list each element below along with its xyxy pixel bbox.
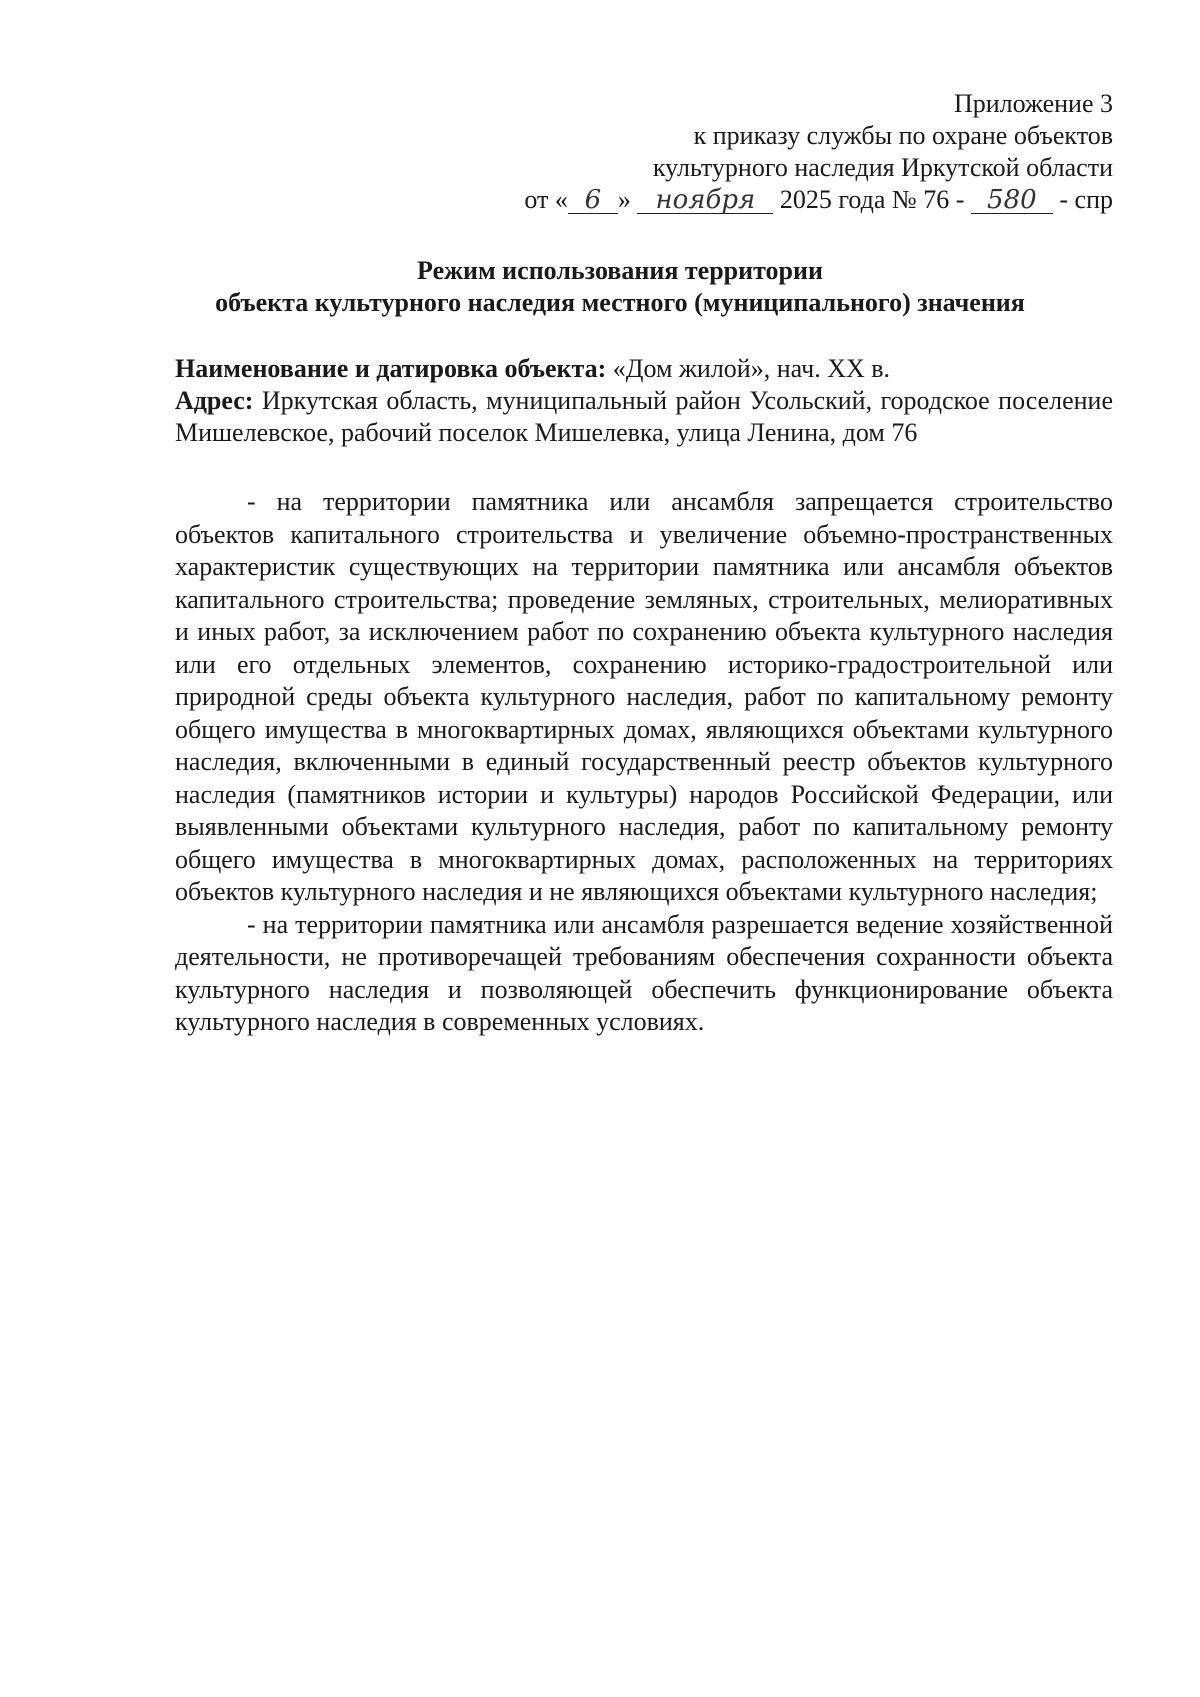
appendix-authority: культурного наследия Иркутской области bbox=[652, 153, 1113, 182]
date-mid: » bbox=[617, 185, 631, 214]
object-name-value: «Дом жилой», нач. XX в. bbox=[612, 354, 891, 383]
object-name-label: Наименование и датировка объекта: bbox=[175, 354, 607, 383]
handwritten-day: 6 bbox=[568, 187, 618, 214]
handwritten-order-number: 580 bbox=[971, 187, 1053, 214]
document-title bbox=[120, 255, 1120, 319]
object-address bbox=[175, 385, 1113, 449]
object-address-value: Иркутская область, муниципальный район Усольский, городское поселение Мишелевское, рабочий поселок Мишелевка, улица Ленина, дом 76 bbox=[175, 386, 1113, 447]
appendix-order-ref: к приказу службы по охране объектов bbox=[693, 121, 1113, 150]
title-line-1: Режим использования территории bbox=[417, 256, 823, 285]
appendix-header bbox=[524, 88, 1113, 216]
order-suffix: - спр bbox=[1059, 185, 1113, 214]
year-and-number-prefix: 2025 года № 76 - bbox=[779, 185, 965, 214]
title-line-2: объекта культурного наследия местного (муниципального) значения bbox=[215, 288, 1025, 317]
regime-prohibition-paragraph: - на территории памятника или ансамбля запрещается строительство объектов капитального строительства и увеличение объемно-пространственных характеристик существующих на территории памятника или ансамбля объектов капитального строительства; проведение земляных, строительных, мелиоративных и иных работ, за исключением работ по сохранению объекта культурного наследия или его отдельных элементов, сохранению историко-градостроительной или природной среды объекта культурного наследия, работ по капитальному ремонту общего имущества в многоквартирных домах, являющихся объектами культурного наследия, включенными в единый государственный реестр объектов культурного наследия (памятников истории и культуры) народов Российской Федерации, или выявленными объектами культурного наследия, работ по капитальному ремонту общего имущества в многоквартирных домах, расположенных на территориях объектов культурного наследия и не являющихся объектами культурного наследия; bbox=[175, 487, 1113, 906]
handwritten-month: ноября bbox=[637, 187, 773, 214]
object-address-label: Адрес: bbox=[175, 386, 254, 415]
regime-text bbox=[175, 486, 1113, 1039]
appendix-date-line bbox=[524, 184, 1113, 216]
object-name bbox=[175, 353, 1113, 385]
object-info bbox=[175, 353, 1113, 449]
regime-permission-paragraph: - на территории памятника или ансамбля разрешается ведение хозяйственной деятельности, не противоречащей требованиям обеспечения сохранности объекта культурного наследия и позволяющей обеспечить функционирование объекта культурного наследия в современных условиях. bbox=[175, 909, 1113, 1036]
appendix-number: Приложение 3 bbox=[953, 89, 1113, 118]
date-prefix: от « bbox=[524, 185, 568, 214]
